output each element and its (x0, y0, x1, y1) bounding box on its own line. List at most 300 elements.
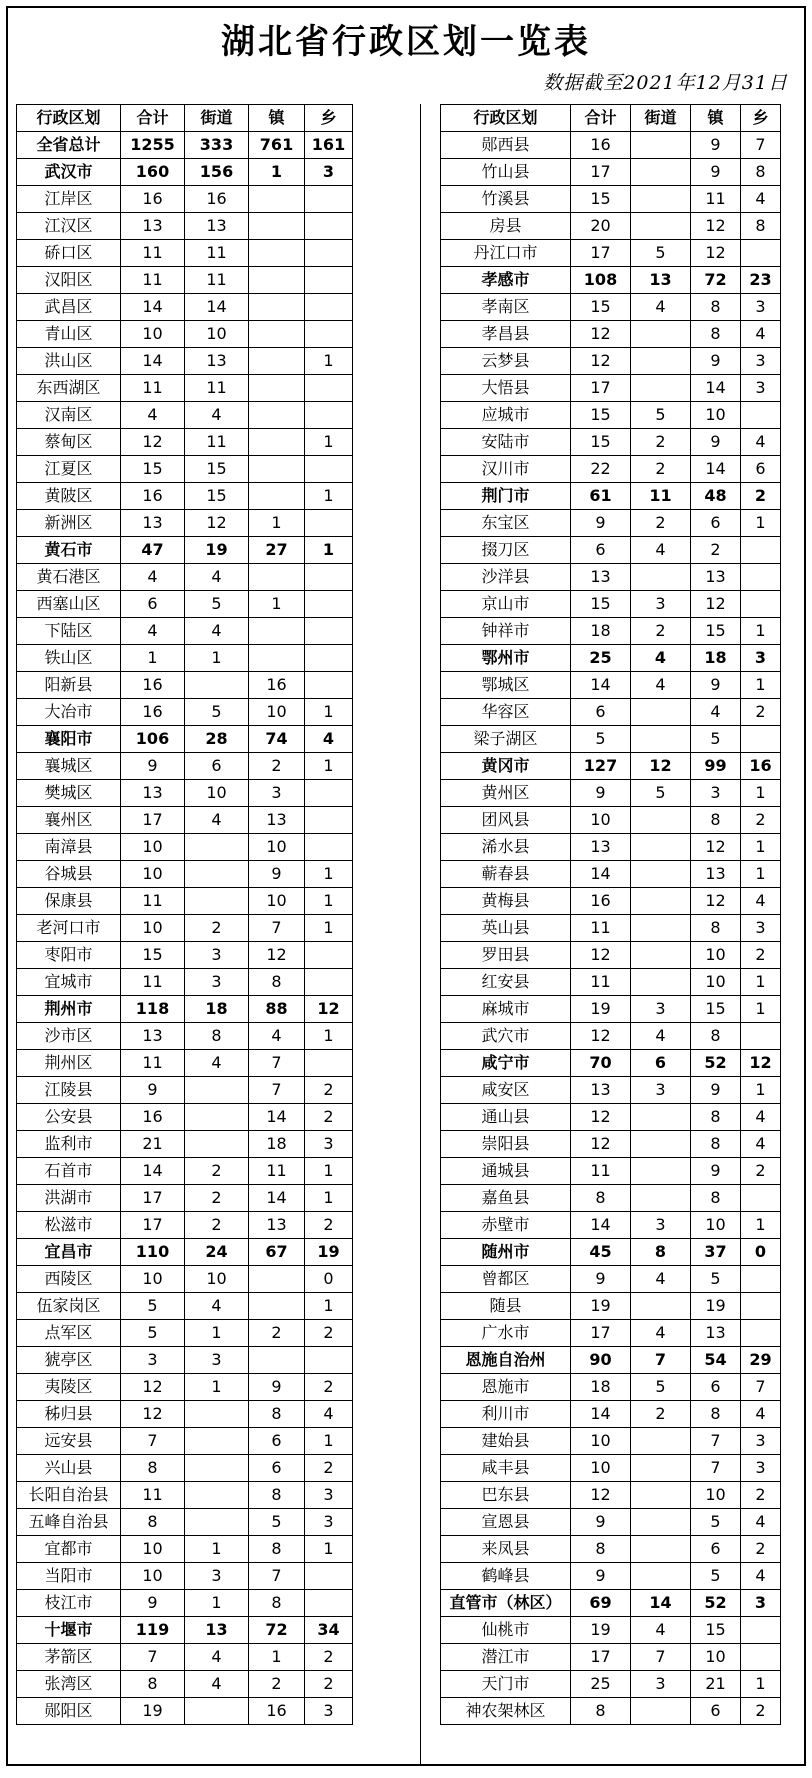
cell-townships: 4 (741, 321, 781, 348)
cell-streets: 4 (631, 1617, 691, 1644)
cell-division-name: 丹江口市 (441, 240, 571, 267)
table-row (441, 1158, 781, 1185)
cell-townships: 2 (305, 1077, 353, 1104)
cell-division-name: 广水市 (441, 1320, 571, 1347)
cell-towns: 21 (691, 1671, 741, 1698)
cell-total: 8 (121, 1509, 185, 1536)
cell-division-name: 黄州区 (441, 780, 571, 807)
table-row (441, 537, 781, 564)
cell-total: 6 (121, 591, 185, 618)
cell-streets: 10 (185, 1266, 249, 1293)
cell-towns: 5 (691, 726, 741, 753)
cell-towns: 3 (249, 780, 305, 807)
cell-townships: 16 (741, 753, 781, 780)
cell-townships: 2 (741, 1536, 781, 1563)
cell-streets (631, 699, 691, 726)
cell-streets (185, 1428, 249, 1455)
cell-streets: 2 (185, 1158, 249, 1185)
table-row (441, 240, 781, 267)
cell-townships: 4 (305, 726, 353, 753)
cell-towns: 761 (249, 132, 305, 159)
table-row (441, 807, 781, 834)
cell-townships: 1 (305, 1023, 353, 1050)
cell-division-name: 嘉鱼县 (441, 1185, 571, 1212)
cell-division-name: 郧阳区 (17, 1698, 121, 1725)
table-row (17, 1212, 353, 1239)
cell-total: 10 (121, 1266, 185, 1293)
cell-division-name: 谷城县 (17, 861, 121, 888)
cell-townships (741, 1185, 781, 1212)
cell-division-name: 荆州市 (17, 996, 121, 1023)
cell-towns (249, 267, 305, 294)
cell-towns: 6 (691, 510, 741, 537)
cell-streets (631, 1104, 691, 1131)
cell-division-name: 巴东县 (441, 1482, 571, 1509)
cell-streets: 2 (631, 510, 691, 537)
cell-streets: 2 (631, 429, 691, 456)
cell-towns: 6 (249, 1428, 305, 1455)
cell-streets (631, 1509, 691, 1536)
cell-townships: 1 (305, 429, 353, 456)
cell-towns (249, 456, 305, 483)
cell-division-name: 武昌区 (17, 294, 121, 321)
cell-streets (185, 1077, 249, 1104)
cell-towns: 6 (691, 1536, 741, 1563)
cell-streets (631, 807, 691, 834)
cell-towns: 8 (249, 969, 305, 996)
cell-total: 9 (571, 1563, 631, 1590)
cell-streets: 4 (185, 807, 249, 834)
cell-division-name: 宜城市 (17, 969, 121, 996)
table-row (17, 1104, 353, 1131)
cell-towns: 8 (249, 1590, 305, 1617)
table-row-subtotal (17, 1617, 353, 1644)
cell-division-name: 华容区 (441, 699, 571, 726)
cell-towns: 54 (691, 1347, 741, 1374)
header-total: 合计 (121, 105, 185, 132)
cell-townships: 1 (305, 1158, 353, 1185)
cell-division-name: 猇亭区 (17, 1347, 121, 1374)
table-row (17, 1185, 353, 1212)
cell-division-name: 宜昌市 (17, 1239, 121, 1266)
header-towns: 镇 (249, 105, 305, 132)
cell-towns (249, 429, 305, 456)
cell-total: 12 (571, 1482, 631, 1509)
cell-total: 8 (121, 1671, 185, 1698)
cell-townships: 3 (741, 1455, 781, 1482)
table-row (17, 240, 353, 267)
cell-streets (185, 1131, 249, 1158)
table-row (17, 645, 353, 672)
cell-townships (741, 726, 781, 753)
header-townships: 乡 (741, 105, 781, 132)
cell-total: 14 (571, 861, 631, 888)
cell-townships (305, 969, 353, 996)
cell-division-name: 江夏区 (17, 456, 121, 483)
cell-towns: 12 (691, 240, 741, 267)
table-row (441, 429, 781, 456)
cell-total: 16 (121, 1104, 185, 1131)
page-title: 湖北省行政区划一览表 (221, 22, 591, 62)
cell-townships: 1 (741, 1671, 781, 1698)
cell-division-name: 宣恩县 (441, 1509, 571, 1536)
cell-townships (305, 213, 353, 240)
cell-streets (631, 348, 691, 375)
cell-total: 12 (121, 429, 185, 456)
cell-division-name: 黄陂区 (17, 483, 121, 510)
cell-division-name: 麻城市 (441, 996, 571, 1023)
cell-streets: 5 (185, 699, 249, 726)
table-row (17, 510, 353, 537)
cell-division-name: 英山县 (441, 915, 571, 942)
table-row-subtotal (441, 645, 781, 672)
cell-streets (631, 159, 691, 186)
cell-total: 17 (121, 807, 185, 834)
cell-division-name: 松滋市 (17, 1212, 121, 1239)
cell-total: 13 (571, 564, 631, 591)
cell-towns (249, 564, 305, 591)
table-row-subtotal (17, 726, 353, 753)
cell-division-name: 房县 (441, 213, 571, 240)
table-row (17, 807, 353, 834)
cell-streets: 5 (631, 780, 691, 807)
cell-towns: 15 (691, 996, 741, 1023)
cell-towns: 9 (691, 1077, 741, 1104)
cell-townships: 2 (305, 1212, 353, 1239)
cell-towns: 8 (691, 915, 741, 942)
table-row (17, 942, 353, 969)
cell-total: 4 (121, 618, 185, 645)
cell-towns: 5 (691, 1266, 741, 1293)
cell-towns (249, 375, 305, 402)
table-row (17, 915, 353, 942)
cell-division-name: 硚口区 (17, 240, 121, 267)
cell-streets (631, 888, 691, 915)
cell-townships: 12 (741, 1050, 781, 1077)
cell-streets: 4 (631, 537, 691, 564)
cell-division-name: 石首市 (17, 1158, 121, 1185)
cell-division-name: 保康县 (17, 888, 121, 915)
table-row (441, 1563, 781, 1590)
cell-townships: 12 (305, 996, 353, 1023)
cell-streets: 8 (631, 1239, 691, 1266)
cell-total: 1 (121, 645, 185, 672)
cell-division-name: 通山县 (441, 1104, 571, 1131)
cell-streets: 11 (631, 483, 691, 510)
cell-townships (305, 942, 353, 969)
cell-total: 9 (571, 510, 631, 537)
cell-division-name: 仙桃市 (441, 1617, 571, 1644)
cell-towns: 10 (691, 1212, 741, 1239)
cell-streets: 10 (185, 780, 249, 807)
cell-townships: 3 (305, 1509, 353, 1536)
table-row (17, 1023, 353, 1050)
cell-total: 16 (121, 483, 185, 510)
cell-streets: 4 (185, 402, 249, 429)
cell-total: 9 (571, 1266, 631, 1293)
table-row (441, 888, 781, 915)
cell-townships (305, 375, 353, 402)
cell-total: 9 (121, 1077, 185, 1104)
cell-towns: 9 (691, 672, 741, 699)
cell-towns: 16 (249, 1698, 305, 1725)
cell-townships (305, 834, 353, 861)
cell-towns: 72 (249, 1617, 305, 1644)
cell-division-name: 公安县 (17, 1104, 121, 1131)
table-row (441, 186, 781, 213)
cell-towns (249, 186, 305, 213)
cell-streets (631, 1158, 691, 1185)
table-row (441, 159, 781, 186)
cell-division-name: 孝南区 (441, 294, 571, 321)
cell-streets: 4 (185, 1671, 249, 1698)
cell-towns: 15 (691, 1617, 741, 1644)
cell-towns: 1 (249, 591, 305, 618)
table-row (17, 1428, 353, 1455)
table-row (441, 1266, 781, 1293)
cell-streets (185, 1104, 249, 1131)
cell-streets: 5 (631, 402, 691, 429)
cell-towns (249, 348, 305, 375)
cell-division-name: 曾都区 (441, 1266, 571, 1293)
cell-townships: 3 (305, 1482, 353, 1509)
cell-towns: 10 (249, 834, 305, 861)
cell-townships: 3 (305, 1698, 353, 1725)
cell-division-name: 荆门市 (441, 483, 571, 510)
table-row (17, 834, 353, 861)
table-header-row (17, 105, 353, 132)
cell-streets: 3 (185, 942, 249, 969)
table-row (441, 1320, 781, 1347)
cell-streets (631, 1536, 691, 1563)
cell-total: 17 (571, 1320, 631, 1347)
cell-division-name: 咸安区 (441, 1077, 571, 1104)
cell-total: 14 (571, 672, 631, 699)
cell-total: 15 (121, 456, 185, 483)
cell-total: 16 (121, 672, 185, 699)
cell-townships: 4 (741, 1131, 781, 1158)
cell-towns: 12 (691, 591, 741, 618)
cell-total: 106 (121, 726, 185, 753)
cell-total: 70 (571, 1050, 631, 1077)
cell-division-name: 江陵县 (17, 1077, 121, 1104)
cell-division-name: 点军区 (17, 1320, 121, 1347)
table-row (441, 1482, 781, 1509)
cell-streets: 14 (631, 1590, 691, 1617)
cell-total: 13 (121, 1023, 185, 1050)
table-row (441, 510, 781, 537)
cell-towns: 12 (249, 942, 305, 969)
cell-division-name: 团风县 (441, 807, 571, 834)
cell-towns: 12 (691, 213, 741, 240)
cell-townships (305, 1563, 353, 1590)
cell-division-name: 宜都市 (17, 1536, 121, 1563)
cell-towns (249, 483, 305, 510)
cell-streets: 7 (631, 1347, 691, 1374)
table-row (441, 1077, 781, 1104)
table-row (17, 348, 353, 375)
cell-streets (185, 834, 249, 861)
cell-towns: 27 (249, 537, 305, 564)
table-row (17, 1374, 353, 1401)
cell-division-name: 襄城区 (17, 753, 121, 780)
table-row (441, 348, 781, 375)
cell-streets (631, 132, 691, 159)
cell-total: 7 (121, 1644, 185, 1671)
cell-towns: 11 (249, 1158, 305, 1185)
cell-towns: 16 (249, 672, 305, 699)
cell-streets (631, 834, 691, 861)
cell-streets (185, 1401, 249, 1428)
cell-towns (249, 402, 305, 429)
cell-towns: 6 (249, 1455, 305, 1482)
table-row (17, 1698, 353, 1725)
cell-total: 7 (121, 1428, 185, 1455)
cell-total: 12 (571, 1023, 631, 1050)
cell-total: 21 (121, 1131, 185, 1158)
cell-townships: 2 (741, 483, 781, 510)
cell-division-name: 蕲春县 (441, 861, 571, 888)
cell-townships (741, 1617, 781, 1644)
cell-streets (631, 969, 691, 996)
cell-streets: 4 (631, 1266, 691, 1293)
cell-total: 19 (571, 996, 631, 1023)
cell-towns: 52 (691, 1590, 741, 1617)
table-header-row (441, 105, 781, 132)
cell-division-name: 来凤县 (441, 1536, 571, 1563)
cell-towns (249, 1347, 305, 1374)
cell-streets (631, 726, 691, 753)
cell-streets: 2 (631, 1401, 691, 1428)
cell-streets: 28 (185, 726, 249, 753)
cell-townships: 1 (741, 510, 781, 537)
cell-total: 25 (571, 645, 631, 672)
cell-towns: 2 (249, 753, 305, 780)
cell-towns: 2 (249, 1320, 305, 1347)
cell-total: 14 (121, 294, 185, 321)
cell-towns: 6 (691, 1698, 741, 1725)
cell-towns: 8 (691, 1104, 741, 1131)
cell-total: 108 (571, 267, 631, 294)
cell-streets: 24 (185, 1239, 249, 1266)
table-row (441, 1293, 781, 1320)
table-row (441, 1023, 781, 1050)
cell-total: 15 (571, 186, 631, 213)
table-row (441, 996, 781, 1023)
table-row (441, 1536, 781, 1563)
table-row (17, 618, 353, 645)
cell-towns: 2 (249, 1671, 305, 1698)
cell-towns: 13 (249, 1212, 305, 1239)
cell-division-name: 东宝区 (441, 510, 571, 537)
cell-total: 10 (121, 861, 185, 888)
table-row (441, 1104, 781, 1131)
cell-towns: 8 (249, 1401, 305, 1428)
cell-townships (305, 807, 353, 834)
cell-division-name: 青山区 (17, 321, 121, 348)
cell-townships: 3 (741, 375, 781, 402)
table-row-subtotal (17, 159, 353, 186)
cell-total: 17 (571, 1644, 631, 1671)
cell-streets: 2 (185, 915, 249, 942)
cell-division-name: 竹山县 (441, 159, 571, 186)
cell-streets: 3 (631, 1212, 691, 1239)
cell-streets: 4 (185, 1050, 249, 1077)
cell-towns: 7 (249, 1077, 305, 1104)
cell-townships (305, 186, 353, 213)
cell-total: 5 (121, 1320, 185, 1347)
cell-towns: 14 (691, 456, 741, 483)
cell-townships: 161 (305, 132, 353, 159)
cell-division-name: 江汉区 (17, 213, 121, 240)
division-table-left (16, 104, 353, 1725)
cell-towns: 12 (691, 834, 741, 861)
cell-towns: 3 (691, 780, 741, 807)
cell-streets: 11 (185, 267, 249, 294)
cell-townships: 1 (741, 618, 781, 645)
cell-total: 16 (121, 186, 185, 213)
cell-townships: 19 (305, 1239, 353, 1266)
cell-total: 19 (571, 1293, 631, 1320)
cell-division-name: 新洲区 (17, 510, 121, 537)
table-row (441, 780, 781, 807)
cell-streets: 3 (631, 591, 691, 618)
cell-division-name: 通城县 (441, 1158, 571, 1185)
cell-total: 25 (571, 1671, 631, 1698)
cell-townships: 3 (741, 645, 781, 672)
cell-streets (631, 942, 691, 969)
cell-division-name: 浠水县 (441, 834, 571, 861)
cell-division-name: 大冶市 (17, 699, 121, 726)
cell-division-name: 秭归县 (17, 1401, 121, 1428)
cell-towns: 2 (691, 537, 741, 564)
cell-streets: 6 (185, 753, 249, 780)
cell-division-name: 十堰市 (17, 1617, 121, 1644)
cell-total: 13 (571, 834, 631, 861)
cell-total: 13 (121, 780, 185, 807)
cell-total: 5 (571, 726, 631, 753)
cell-division-name: 恩施市 (441, 1374, 571, 1401)
header-division: 行政区划 (441, 105, 571, 132)
cell-townships (305, 1050, 353, 1077)
cell-towns: 10 (691, 942, 741, 969)
cell-streets: 1 (185, 1374, 249, 1401)
cell-total: 10 (121, 834, 185, 861)
cell-total: 13 (121, 213, 185, 240)
cell-streets (631, 1698, 691, 1725)
cell-towns (249, 1293, 305, 1320)
cell-townships: 2 (305, 1374, 353, 1401)
cell-streets: 3 (185, 1563, 249, 1590)
cell-division-name: 郧西县 (441, 132, 571, 159)
cell-division-name: 西塞山区 (17, 591, 121, 618)
table-row-subtotal (441, 267, 781, 294)
cell-towns: 52 (691, 1050, 741, 1077)
cell-townships (741, 537, 781, 564)
cell-towns: 18 (249, 1131, 305, 1158)
cell-towns: 9 (691, 159, 741, 186)
cell-total: 16 (571, 132, 631, 159)
table-row (17, 1455, 353, 1482)
cell-townships: 4 (305, 1401, 353, 1428)
cell-division-name: 黄冈市 (441, 753, 571, 780)
cell-streets (185, 1509, 249, 1536)
cell-total: 69 (571, 1590, 631, 1617)
cell-townships (741, 1023, 781, 1050)
cell-townships: 1 (305, 1185, 353, 1212)
cell-townships (305, 591, 353, 618)
cell-streets: 16 (185, 186, 249, 213)
